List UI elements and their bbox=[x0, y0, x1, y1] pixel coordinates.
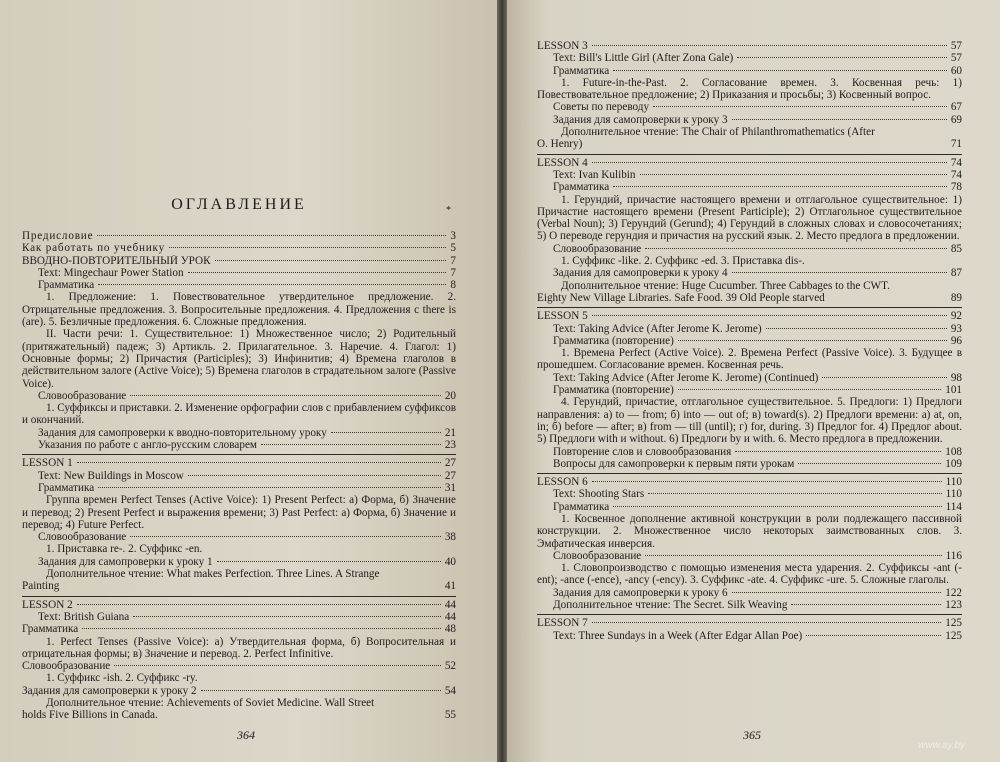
toc-description: 1. Приставка re-. 2. Суффикс -en. bbox=[46, 543, 203, 556]
dot-leader bbox=[732, 272, 947, 273]
toc-entry bbox=[22, 255, 456, 267]
toc-entry-continuation bbox=[537, 292, 962, 304]
toc-entry bbox=[537, 243, 962, 255]
toc-entry bbox=[537, 310, 962, 322]
toc-entry bbox=[22, 439, 456, 451]
toc-entry-text: Text: Mingechaur Power Station bbox=[38, 266, 184, 279]
toc-entry bbox=[537, 335, 962, 347]
section-rule bbox=[537, 154, 962, 155]
toc-page-number: 85 bbox=[950, 242, 962, 255]
toc-entry-text: Словообразование bbox=[22, 660, 111, 673]
toc-entry-text: Грамматика bbox=[22, 623, 79, 636]
dot-leader bbox=[806, 635, 941, 636]
toc-entry-text: Грамматика bbox=[38, 279, 95, 292]
toc-entry-text: Грамматика (повторение) bbox=[553, 384, 674, 397]
toc-entry bbox=[537, 52, 962, 64]
toc-page-number: 27 bbox=[444, 457, 456, 470]
toc-page-number: 98 bbox=[950, 371, 962, 384]
toc-entry bbox=[537, 181, 962, 193]
dot-leader bbox=[645, 248, 947, 249]
toc-description: Дополнительное чтение: Achievements of Soviet Medicine. Wall Street bbox=[46, 696, 375, 709]
toc-entry bbox=[537, 550, 962, 562]
toc-entry bbox=[22, 390, 456, 402]
toc-entry-text: Задания для самопроверки к уроку 4 bbox=[553, 267, 728, 280]
toc-page-number: 48 bbox=[444, 623, 456, 636]
section-rule bbox=[22, 596, 456, 597]
toc-page-number: 125 bbox=[945, 629, 962, 642]
toc-page-number: 69 bbox=[950, 113, 962, 126]
toc-entry bbox=[22, 556, 456, 568]
dot-leader bbox=[130, 395, 441, 396]
toc-entry-continuation bbox=[537, 138, 962, 150]
dot-leader bbox=[592, 315, 947, 316]
dot-leader bbox=[130, 536, 441, 537]
toc-entry bbox=[537, 446, 962, 458]
toc-entry bbox=[22, 531, 456, 543]
toc-entry-text: Повторение слов и словообразования bbox=[553, 445, 732, 458]
toc-page-number: 52 bbox=[444, 660, 456, 673]
toc-entry bbox=[537, 599, 962, 611]
toc-page-number: 3 bbox=[450, 230, 456, 242]
toc-page-number: 123 bbox=[945, 599, 962, 612]
toc-entry-text: Советы по переводу bbox=[553, 101, 650, 114]
toc-entry-text: Словообразование bbox=[38, 389, 127, 402]
toc-page-number: 114 bbox=[945, 500, 962, 513]
dot-leader bbox=[133, 616, 441, 617]
toc-page-number: 78 bbox=[950, 181, 962, 194]
toc-entry bbox=[537, 101, 962, 113]
toc-page-number: 89 bbox=[950, 291, 962, 304]
toc-entry-text: Указания по работе с англо-русским словарем bbox=[38, 439, 257, 452]
dot-leader bbox=[217, 561, 441, 562]
toc-entry-text: LESSON 6 bbox=[537, 476, 588, 489]
toc-entry-text: Text: New Buildings in Moscow bbox=[38, 469, 184, 482]
toc-page-number: 40 bbox=[444, 555, 456, 568]
toc-entry-text: LESSON 7 bbox=[537, 617, 588, 630]
dot-leader bbox=[592, 45, 947, 46]
toc-entry-text: Словообразование bbox=[553, 549, 642, 562]
toc-page-number: 55 bbox=[444, 709, 456, 722]
toc-entry bbox=[537, 169, 962, 181]
toc-entry bbox=[537, 157, 962, 169]
toc-description: 1. Perfect Tenses (Passive Voice): а) Утвердительная форма, б) Вопросительная и отрицательная формы; в) Значение и перевод. 2. Perfect Infinitive. bbox=[22, 635, 456, 660]
toc-entry-text: Словообразование bbox=[553, 242, 642, 255]
toc-page-number: 54 bbox=[444, 684, 456, 697]
toc-entry-text: Как работать по учебнику bbox=[22, 242, 165, 255]
toc-entry bbox=[22, 230, 456, 242]
toc-description: Дополнительное чтение: Huge Cucumber. Three Cabbages to the CWT. bbox=[561, 279, 890, 292]
toc-entry-text: Text: Taking Advice (After Jerome K. Jerome) bbox=[553, 322, 762, 335]
toc-entry-text: Предисловие bbox=[22, 230, 94, 242]
toc-description: 1. Future-in-the-Past. 2. Согласование времен. 3. Косвенная речь: 1) Повествовательное предложение; 2) Приказания и просьбы; 3) Косвенный вопрос. bbox=[537, 76, 962, 102]
toc-title: ОГЛАВЛЕНИЕ bbox=[171, 196, 307, 213]
page-number-right: 365 bbox=[743, 728, 761, 742]
toc-entry bbox=[22, 457, 456, 469]
dot-leader bbox=[77, 604, 441, 605]
toc-page-number: 7 bbox=[450, 254, 456, 267]
dot-leader bbox=[613, 70, 947, 71]
toc-page-number: 44 bbox=[444, 610, 456, 623]
toc-entry-text: LESSON 2 bbox=[22, 598, 73, 611]
toc-entry-text: Text: Taking Advice (After Jerome K. Jerome) (Continued) bbox=[553, 371, 819, 384]
toc-entry bbox=[537, 267, 962, 279]
section-rule bbox=[537, 307, 962, 308]
dot-leader bbox=[98, 487, 441, 488]
toc-description: 1. Словопроизводство с помощью изменения места ударения. 2. Суффиксы -ant (-ent); -ance (-ence), -ancy (-ency). 3. Суффикс -ate. 4. Суффикс -ure. 5. Сложные глаголы. bbox=[537, 562, 962, 587]
toc-entry-text: LESSON 5 bbox=[537, 310, 588, 323]
toc-description: II. Части речи: 1. Существительное: 1) Множественное число; 2) Родительный (притяжательный) падеж; 3) Артикль. 2. Прилагательное. 3. Наречие. 4. Глагол: 1) Основные формы; 2) Причастия (Participles); 3) Инфинитив; 4) Времена глаголов в действительном залоге (Active Voice); 5) Времена глаголов в страдательном залоге (Passive Voice). bbox=[22, 328, 456, 390]
toc-page-number: 74 bbox=[950, 168, 962, 181]
toc-entry-text: Словообразование bbox=[38, 531, 127, 544]
toc-page-number: 5 bbox=[450, 242, 456, 255]
section-rule bbox=[537, 614, 962, 615]
dot-leader bbox=[737, 57, 947, 58]
toc-entry-text: Text: Three Sundays in a Week (After Edgar Allan Poe) bbox=[553, 629, 803, 642]
left-toc-entries bbox=[22, 230, 456, 722]
dot-leader bbox=[215, 260, 447, 261]
toc-page-number: 8 bbox=[450, 279, 456, 292]
toc-description: 1. Суффикс -ish. 2. Суффикс -ry. bbox=[46, 672, 198, 685]
toc-entry-text: Грамматика bbox=[553, 500, 610, 513]
toc-page-number: 92 bbox=[950, 310, 962, 323]
dot-leader bbox=[640, 174, 947, 175]
toc-entry-text: Грамматика (повторение) bbox=[553, 334, 674, 347]
toc-entry-text: Text: Shooting Stars bbox=[553, 488, 645, 501]
toc-entry-text: Вопросы для самопроверки к первым пяти урокам bbox=[553, 457, 795, 470]
toc-page-number: 108 bbox=[945, 445, 962, 458]
toc-page-number: 21 bbox=[444, 426, 456, 439]
dot-leader bbox=[613, 506, 941, 507]
toc-entry bbox=[22, 623, 456, 635]
toc-entry-text: LESSON 1 bbox=[22, 457, 73, 470]
toc-entry-text: ВВОДНО-ПОВТОРИТЕЛЬНЫЙ УРОК bbox=[22, 254, 211, 267]
toc-page-number: 122 bbox=[945, 586, 962, 599]
book-spine bbox=[497, 0, 507, 762]
toc-description: 1. Суффикс -like. 2. Суффикс -ed. 3. Приставка dis-. bbox=[561, 255, 805, 268]
toc-entry-text: Text: British Guiana bbox=[38, 610, 130, 623]
toc-entry bbox=[22, 599, 456, 611]
dot-leader bbox=[678, 389, 941, 390]
toc-page-number: 87 bbox=[950, 267, 962, 280]
dot-leader bbox=[331, 432, 441, 433]
toc-entry bbox=[22, 267, 456, 279]
toc-description: Дополнительное чтение: The Chair of Philanthromathematics (After bbox=[561, 126, 875, 139]
toc-entry-text: Задания для самопроверки к уроку 6 bbox=[553, 586, 728, 599]
toc-description: 1. Косвенное дополнение активной конструкции в роли подлежащего пассивной конструкции. 2. Множественное число некоторых заимствованных слов. 3. Эмфатическая инверсия. bbox=[537, 512, 962, 550]
dot-leader bbox=[201, 690, 441, 691]
toc-page-number: 41 bbox=[444, 580, 456, 593]
page-mark: * bbox=[446, 205, 451, 216]
section-rule bbox=[22, 454, 456, 455]
dot-leader bbox=[648, 493, 941, 494]
toc-entry-text: Дополнительное чтение: The Secret. Silk Weaving bbox=[553, 599, 788, 612]
toc-description: 4. Герундий, причастие, отглагольное существительное. 5. Предлоги: 1) Предлоги направления: а) to — from; б) into — out of; в) toward(s). 2) Предлоги времени: а) at, on, in; б) before — after; в) from — till (until); г) for, during. 3) Предлог for. 4) Предлог about. 5) Предлоги with и without. 6) Предлоги by и with. 6. Место предлога в предложении. bbox=[537, 396, 962, 446]
dot-leader bbox=[77, 462, 441, 463]
toc-description: 1. Суффиксы и приставки. 2. Изменение орфографии слов с прибавлением суффиксов и окончаний. bbox=[22, 402, 456, 427]
toc-entry bbox=[537, 384, 962, 396]
toc-entry bbox=[537, 40, 962, 52]
toc-entry-text: Грамматика bbox=[38, 481, 95, 494]
toc-entry-continuation bbox=[22, 709, 456, 721]
toc-entry-text: LESSON 3 bbox=[537, 40, 588, 52]
dot-leader bbox=[592, 622, 942, 623]
toc-entry bbox=[22, 660, 456, 672]
toc-page-number: 116 bbox=[945, 549, 962, 562]
toc-page-number: 7 bbox=[450, 266, 456, 279]
dot-leader bbox=[188, 475, 441, 476]
dot-leader bbox=[791, 604, 941, 605]
toc-entry bbox=[537, 476, 962, 488]
toc-entry-continuation bbox=[22, 580, 456, 592]
toc-page-number: 96 bbox=[950, 334, 962, 347]
dot-leader bbox=[645, 555, 941, 556]
dot-leader bbox=[188, 272, 447, 273]
toc-page-number: 20 bbox=[444, 389, 456, 402]
toc-entry-text: Text: Bill's Little Girl (After Zona Gale) bbox=[553, 52, 734, 65]
toc-page-number: 74 bbox=[950, 156, 962, 169]
toc-entry bbox=[537, 458, 962, 470]
toc-entry-text: LESSON 4 bbox=[537, 156, 588, 169]
toc-description: Группа времен Perfect Tenses (Active Voice): 1) Present Perfect: а) Форма, б) Значение и перевод; 2) Present Perfect и выражения времени; 3) Past Perfect: а) Форма, б) Значение и перевод; 4) Future Perfect. bbox=[22, 494, 456, 531]
toc-entry-text: holds Five Billions in Canada. bbox=[22, 709, 158, 722]
toc-entry bbox=[537, 323, 962, 335]
toc-entry bbox=[22, 279, 456, 291]
dot-leader bbox=[592, 162, 947, 163]
page-number-left: 364 bbox=[237, 728, 255, 742]
toc-entry-text: Задания для самопроверки к уроку 2 bbox=[22, 684, 197, 697]
toc-entry bbox=[537, 488, 962, 500]
dot-leader bbox=[678, 340, 947, 341]
watermark: www.ay.by bbox=[918, 740, 966, 751]
dot-leader bbox=[822, 377, 946, 378]
toc-entry bbox=[22, 482, 456, 494]
toc-page-number: 27 bbox=[444, 469, 456, 482]
toc-entry-text: Eighty New Village Libraries. Safe Food. 39 Old People starved bbox=[537, 291, 825, 304]
toc-page-number: 93 bbox=[950, 322, 962, 335]
toc-entry bbox=[22, 611, 456, 623]
toc-entry-text: Задания для самопроверки к уроку 1 bbox=[38, 555, 213, 568]
toc-entry bbox=[22, 427, 456, 439]
right-toc-entries bbox=[537, 40, 962, 642]
dot-leader bbox=[261, 444, 441, 445]
toc-entry bbox=[537, 587, 962, 599]
toc-entry bbox=[537, 617, 962, 629]
toc-page-number: 60 bbox=[950, 64, 962, 77]
dot-leader bbox=[592, 481, 942, 482]
toc-entry bbox=[537, 501, 962, 513]
section-rule bbox=[537, 473, 962, 474]
toc-page-number: 125 bbox=[945, 617, 962, 630]
toc-page-number: 67 bbox=[950, 101, 962, 114]
toc-description: 1. Времена Perfect (Active Voice). 2. Времена Perfect (Passive Voice). 3. Будущее в прошедшем. Согласование времен. Косвенная речь. bbox=[537, 347, 962, 372]
toc-entry-text: Грамматика bbox=[553, 64, 610, 77]
right-toc-column bbox=[537, 40, 962, 642]
dot-leader bbox=[798, 463, 941, 464]
toc-page-number: 101 bbox=[945, 384, 962, 397]
toc-page-number: 110 bbox=[945, 488, 962, 501]
toc-page-number: 44 bbox=[444, 598, 456, 611]
toc-entry-text: Text: Ivan Kulibin bbox=[553, 168, 636, 181]
toc-entry bbox=[22, 242, 456, 254]
toc-description: 1. Герундий, причастие настоящего времени и отглагольное существительное: 1) Причастие настоящего времени (Present Participle); 2) Отглагольное существительное (Verbal Noun); 3) Герундий (Gerund); 4) Герундий в сложных словах и словосочетаниях; 5) О переводе герундия и причастия на русский язык. 2. Место предлога в предложении. bbox=[537, 193, 962, 243]
toc-page-number: 71 bbox=[950, 138, 962, 151]
dot-leader bbox=[732, 592, 942, 593]
toc-entry bbox=[537, 65, 962, 77]
toc-entry bbox=[537, 630, 962, 642]
dot-leader bbox=[766, 328, 947, 329]
toc-description: 1. Предложение: 1. Повествовательное утвердительное предложение. 2. Отрицательные предложения. 3. Вопросительные предложения. 4. Предложения с there is (are). 5. Безличные предложения. 6. Сложные предложения. bbox=[22, 291, 456, 329]
dot-leader bbox=[613, 186, 947, 187]
toc-page-number: 110 bbox=[945, 476, 962, 489]
toc-page-number: 57 bbox=[950, 40, 962, 52]
dot-leader bbox=[653, 106, 947, 107]
left-toc-column bbox=[22, 196, 456, 722]
toc-page-number: 38 bbox=[444, 531, 456, 544]
toc-entry-text: O. Henry) bbox=[537, 138, 583, 151]
dot-leader bbox=[169, 247, 446, 248]
dot-leader bbox=[82, 628, 441, 629]
toc-entry-text: Painting bbox=[22, 580, 60, 593]
toc-entry-text: Задания для самопроверки к уроку 3 bbox=[553, 113, 728, 126]
toc-description: Дополнительное чтение: What makes Perfection. Three Lines. A Strange bbox=[46, 568, 380, 581]
toc-entry-text: Задания для самопроверки к вводно-повторительному уроку bbox=[38, 426, 327, 439]
toc-entry-text: Грамматика bbox=[553, 181, 610, 194]
dot-leader bbox=[114, 665, 441, 666]
toc-page-number: 109 bbox=[945, 457, 962, 470]
toc-page-number: 57 bbox=[950, 52, 962, 65]
toc-entry bbox=[22, 470, 456, 482]
dot-leader bbox=[732, 119, 947, 120]
toc-entry bbox=[22, 685, 456, 697]
toc-entry bbox=[537, 114, 962, 126]
toc-page-number: 31 bbox=[444, 481, 456, 494]
toc-entry bbox=[537, 372, 962, 384]
dot-leader bbox=[735, 451, 941, 452]
dot-leader bbox=[98, 284, 446, 285]
dot-leader bbox=[97, 235, 446, 236]
toc-page-number: 23 bbox=[444, 439, 456, 452]
